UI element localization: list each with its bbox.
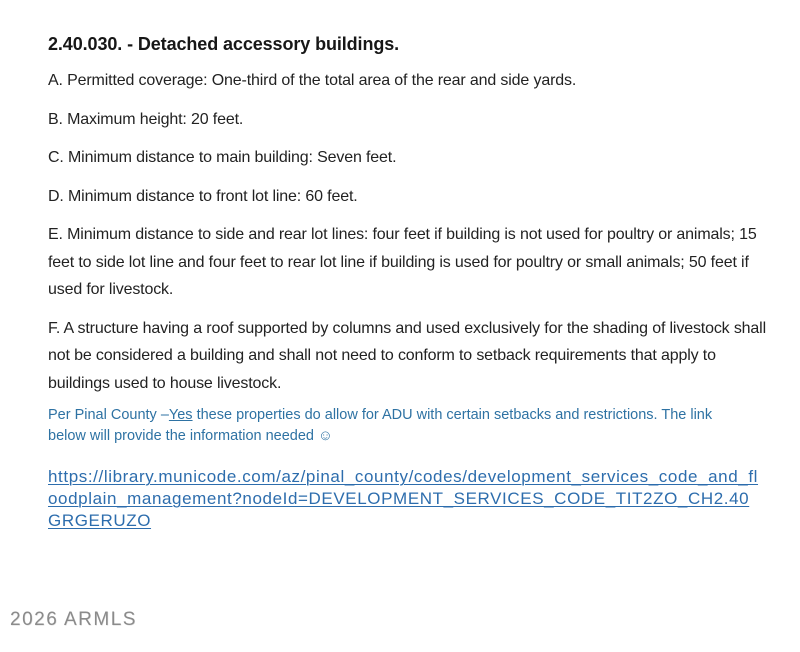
regulation-item-d: D. Minimum distance to front lot line: 60 feet. (48, 187, 358, 205)
note-line1-rest: these properties do allow for ADU with certain setbacks and restrictions. The link (192, 407, 713, 423)
regulation-item-e: E. Minimum distance to side and rear lot lines: four feet if building is not used for poultry or animals; 15 feet to side lot line and four feet to rear lot line if building is used for poultry or small animals; 50 feet if used for livestock. (48, 226, 757, 298)
regulation-item-b: B. Maximum height: 20 feet. (48, 110, 244, 128)
link-line-2: oodplain_management?nodeId=DEVELOPMENT_SERVICES_CODE_TIT2ZO_CH2.40 (48, 489, 750, 508)
note-underlined-word: Yes (168, 407, 193, 423)
note-prefix: Per Pinal County – (48, 407, 169, 423)
regulation-item-a: A. Permitted coverage: One-third of the total area of the rear and side yards. (48, 72, 577, 89)
link-line-3: GRGERUZO (48, 511, 152, 530)
link-line-1: https://library.municode.com/az/pinal_county/codes/development_services_code_and_fl (48, 467, 759, 486)
note-line2: below will provide the information needed ☺ (48, 427, 333, 444)
regulation-item-c: C. Minimum distance to main building: Seven feet. (48, 149, 397, 166)
municode-link[interactable] (48, 466, 766, 532)
agent-note (48, 405, 766, 446)
regulation-item-f: F. A structure having a roof supported by columns and used exclusively for the shading of livestock shall not be considered a building and shall not need to conform to setback requirements that apply to buildings used to house livestock. (48, 319, 766, 392)
section-title: 2.40.030. - Detached accessory buildings. (48, 34, 400, 54)
armls-watermark: 2026 ARMLS (10, 609, 137, 630)
